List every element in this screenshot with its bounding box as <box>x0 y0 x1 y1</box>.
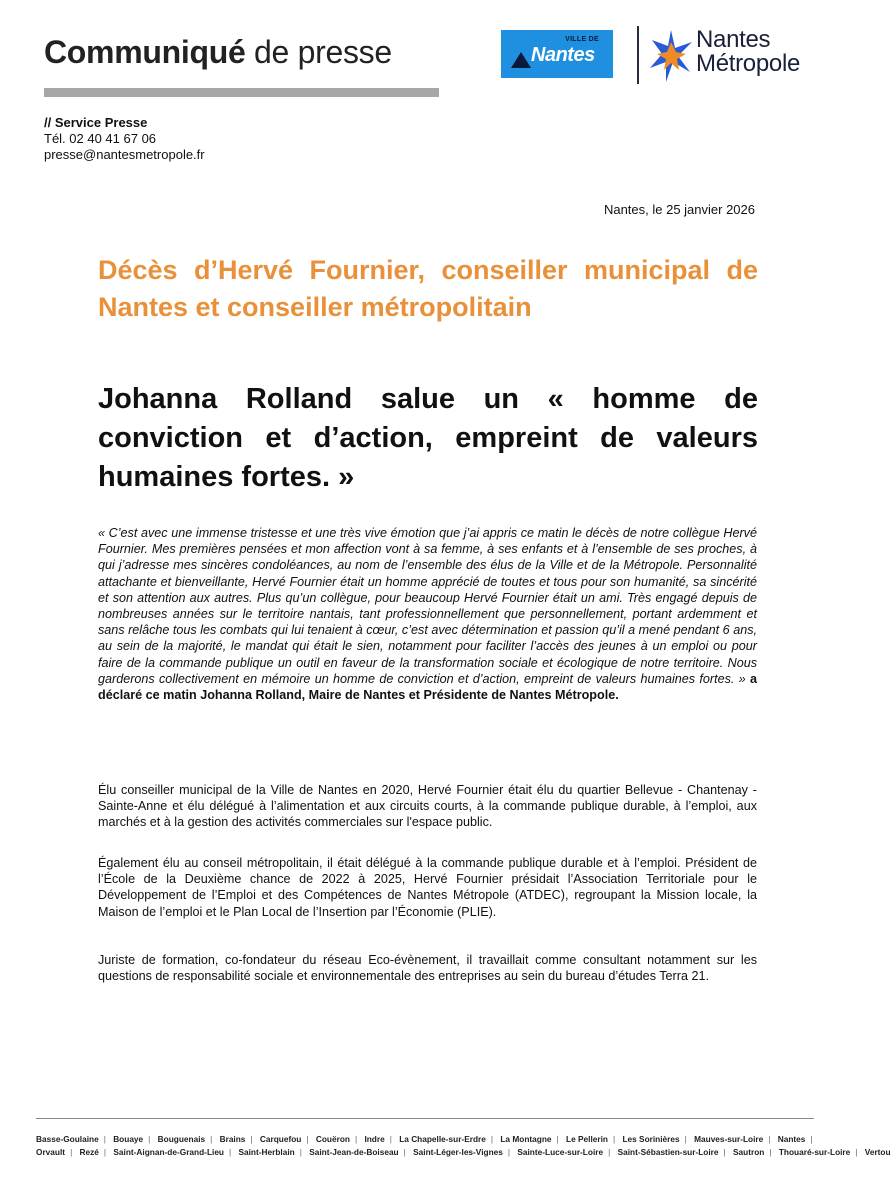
press-contact <box>44 115 205 163</box>
quote-text: « C’est avec une immense tristesse et une très vive émotion que j’ai appris ce matin le décès de notre collègue Hervé Fournier. Mes premières pensées et mon affection vont à sa femme, à ses enfants et à l’ensemble de ses proches, à qui j’adresse mes sincères condoléances, au nom de l’ensemble des élus de la Ville et de la Métropole. Personnalité attachante et bienveillante, Hervé Fournier était un homme apprécié de toutes et tous pour son humanité, sa sincérité et son attention aux autres. Plus qu’un collègue, pour beaucoup Hervé Fournier était un ami. Très engagé depuis de nombreuses années sur le territoire nantais, tant professionnellement que personnellement, portant ardemment et sans relâche tous les combats qui lui tenaient à cœur, c’est avec détermination et passion qu’il a mené pendant 6 ans, au sein de la majorité, le mandat qui était le sien, notamment pour faciliter l’accès des jeunes à un emploi ou pour faire de la commande publique un outil en faveur de la transformation sociale et écologique de notre territoire. Nous garderons collectivement en mémoire un homme de conviction et d’action, empreint de valeurs humaines fortes. » <box>98 526 757 686</box>
title-light: de presse <box>245 34 392 70</box>
commune: Sautron <box>733 1147 765 1157</box>
dateline: Nantes, le 25 janvier 2026 <box>603 202 755 217</box>
headline: Décès d’Hervé Fournier, conseiller municipal de Nantes et conseiller métropolitain <box>98 255 758 322</box>
title-underline-bar <box>44 88 439 97</box>
document-title <box>44 34 392 71</box>
quote-attribution: a déclaré ce matin Johanna Rolland, Maire de Nantes et Présidente de Nantes Métropole. <box>98 671 757 703</box>
commune: Le Pellerin <box>566 1134 608 1144</box>
ville-de-nantes-logo <box>501 30 613 78</box>
commune: Bouguenais <box>157 1134 206 1144</box>
commune: Saint-Jean-de-Boiseau <box>309 1147 399 1157</box>
footer-communes-row-1: Basse-Goulaine | Bouaye | Bouguenais | Brains | Carquefou | Couëron | Indre | La Chapelle-sur-Erdre | La Montagne | Le Pellerin | Les Sorinières | Mauves-sur-Loire | Nantes | <box>36 1134 813 1144</box>
commune: Saint-Aignan-de-Grand-Lieu <box>113 1147 224 1157</box>
commune: Nantes <box>777 1134 806 1144</box>
press-service-label: // Service Presse <box>44 115 148 130</box>
ville-logo-text: Nantes <box>531 44 595 66</box>
body-paragraph-2: Également élu au conseil métropolitain, il était délégué à la commande publique durable et à l’emploi. Président de l’École de la Deuxième chance de 2022 à 2025, Hervé Fournier présidait l’Association Territoriale pour le Développement de l’Emploi et des Compétences de Nantes Métropole (ATDEC), regroupant la Mission locale, la Maison de l’emploi et le Plan Local de l’Insertion par l’Économie (PLIE). <box>98 856 757 919</box>
subheadline: Johanna Rolland salue un « homme de conviction et d’action, empreint de valeurs humaines fortes. » <box>98 383 758 493</box>
commune: Brains <box>219 1134 246 1144</box>
press-phone: Tél. 02 40 41 67 06 <box>44 131 157 146</box>
metropole-line-2: Métropole <box>696 50 801 77</box>
commune: Mauves-sur-Loire <box>694 1134 764 1144</box>
footer-rule <box>36 1118 814 1119</box>
commune: Indre <box>364 1134 385 1144</box>
commune: Rezé <box>79 1147 99 1157</box>
press-email[interactable]: presse@nantesmetropole.fr <box>44 147 205 162</box>
commune: Saint-Herblain <box>238 1147 295 1157</box>
nantes-metropole-logo <box>648 26 820 86</box>
metropole-line-1: Nantes <box>696 26 771 53</box>
commune: Thouaré-sur-Loire <box>778 1147 851 1157</box>
commune: Les Sorinières <box>622 1134 680 1144</box>
footer-communes-row-2: Orvault | Rezé | Saint-Aignan-de-Grand-Lieu | Saint-Herblain | Saint-Jean-de-Boiseau | Saint-Léger-les-Vignes | Sainte-Luce-sur-Loire | Saint-Sébastien-sur-Loire | Sautron | Thouaré-sur-Loire | Vertou <box>36 1147 891 1157</box>
ville-logo-mark <box>511 52 531 68</box>
ville-logo-small-text: VILLE DE <box>565 36 599 43</box>
body-paragraph-3: Juriste de formation, co-fondateur du réseau Eco-évènement, il travaillait comme consultant notamment sur les questions de responsabilité sociale et environnementale des entreprises au sein du bureau d’études Terra 21. <box>98 953 757 984</box>
commune: Carquefou <box>259 1134 302 1144</box>
commune: Orvault <box>36 1147 66 1157</box>
body-paragraph-1: Élu conseiller municipal de la Ville de Nantes en 2020, Hervé Fournier était élu du quartier Bellevue - Chantenay - Sainte-Anne et élu délégué à l’alimentation et aux circuits courts, à la commande publique durable, à l’emploi, aux marchés et à la gestion des activités commerciales sur l'espace public. <box>98 783 757 830</box>
commune: Basse-Goulaine <box>36 1134 99 1144</box>
commune: Vertou <box>864 1147 891 1157</box>
title-bold: Communiqué <box>44 34 246 70</box>
metropole-logo-text <box>696 28 800 76</box>
commune: La Montagne <box>500 1134 552 1144</box>
quote-paragraph <box>98 525 757 703</box>
logo-divider <box>637 26 639 84</box>
commune: Couëron <box>315 1134 350 1144</box>
metropole-star-icon <box>648 28 694 84</box>
commune: Saint-Léger-les-Vignes <box>413 1147 503 1157</box>
commune: Saint-Sébastien-sur-Loire <box>617 1147 719 1157</box>
commune: Bouaye <box>113 1134 144 1144</box>
commune: La Chapelle-sur-Erdre <box>399 1134 486 1144</box>
commune: Sainte-Luce-sur-Loire <box>517 1147 604 1157</box>
